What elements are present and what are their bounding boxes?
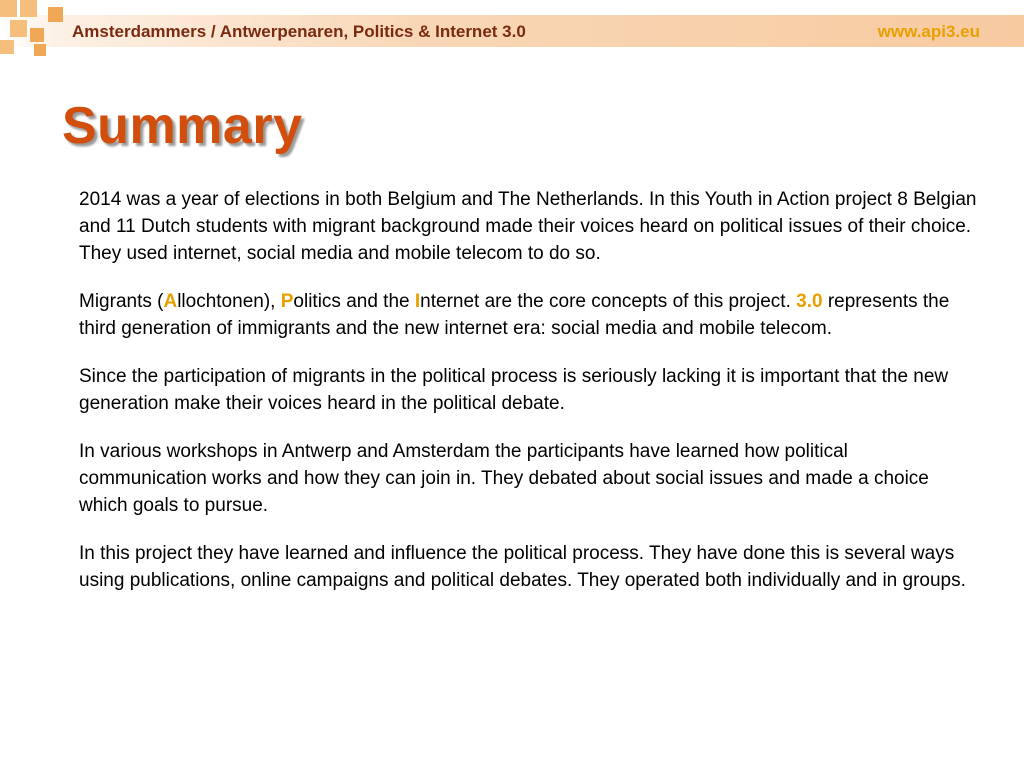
paragraph-text: nternet are the core concepts of this project. [420, 291, 797, 312]
paragraph-text: olitics and the [293, 291, 415, 312]
logo-square [30, 28, 44, 42]
logo-square [20, 0, 37, 17]
presentation-title: Amsterdammers / Antwerpenaren, Politics & Internet 3.0 [72, 22, 526, 41]
logo-square [10, 20, 27, 37]
paragraph-learning: In this project they have learned and influence the political process. They have done this is several ways using publications, online campaigns and political debates. They operated both individually and in groups. [79, 543, 966, 591]
logo-square [34, 44, 46, 56]
highlight-letter-p: P [280, 291, 294, 312]
website-link[interactable]: www.api3.eu [877, 22, 980, 41]
slide-title: Summary [62, 97, 303, 155]
logo-square [0, 0, 17, 17]
highlight-letter-i: I [414, 291, 421, 312]
logo-square [0, 40, 14, 54]
paragraph-workshops: In various workshops in Antwerp and Amsterdam the participants have learned how political communication works and how they can join in. They debated about social issues and made a choice which goals to pursue. [79, 441, 929, 516]
logo-square [48, 7, 63, 22]
summary-body [79, 186, 979, 615]
paragraph-elections: 2014 was a year of elections in both Belgium and The Netherlands. In this Youth in Action project 8 Belgian and 11 Dutch students with migrant background made their voices heard on political issues of their choice. They used internet, social media and mobile telecom to do so. [79, 189, 977, 264]
highlight-letter-a: A [163, 291, 178, 312]
paragraph-text: llochtonen), [177, 291, 281, 312]
highlight-version: 3.0 [796, 291, 823, 312]
paragraph-core-concepts [79, 288, 979, 342]
paragraph-text: represents the third generation of immigrants and the new internet era: social media and mobile telecom. [79, 291, 950, 339]
paragraph-text: Migrants ( [79, 291, 164, 312]
paragraph-participation: Since the participation of migrants in the political process is seriously lacking it is important that the new generation make their voices heard in the political debate. [79, 366, 949, 414]
